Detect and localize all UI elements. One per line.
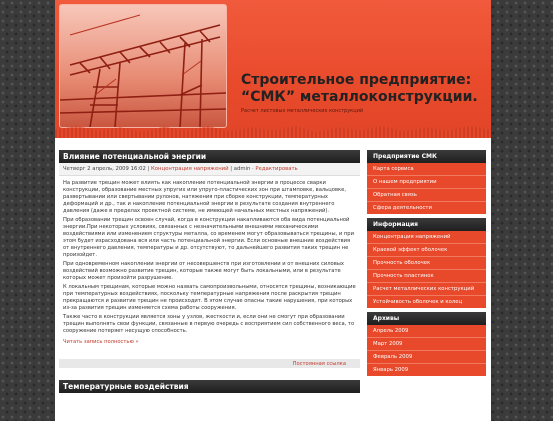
widget-title: Предприятие СМК — [367, 150, 486, 163]
post-paragraph: Также часто в конструкции является зоны у узлов, жесткости и, если они не смогут при образовании трещин выполнять свои функции, связанные в первую очередь с восприятием сил собственного веса, то сооружение потеряет несущую способность. — [63, 314, 355, 334]
crane-structure-image — [60, 5, 226, 127]
archive-link[interactable]: Март 2009 — [367, 337, 486, 350]
sidebar-link-contact[interactable]: Обратная связь — [367, 188, 486, 201]
widget-information — [367, 218, 486, 308]
widget-list — [367, 163, 486, 214]
post-paragraph: При одновременном накоплении энергии от несовершенств при изготовлении и от внешних силовых воздействий возможно развитие трещин, которые также могут быть локальными, или в результате которых может произойти разрушение. — [63, 261, 344, 281]
site-description: Расчет листовых металлических конструкций — [241, 108, 364, 114]
sidebar — [367, 150, 486, 380]
meta-separator: · — [252, 166, 254, 172]
widget-archives — [367, 312, 486, 376]
archive-link[interactable]: Февраль 2009 — [367, 350, 486, 363]
sidebar-link-edge-effect[interactable]: Краевой эффект оболочек — [367, 243, 486, 256]
read-more-link[interactable]: Читать запись полностью » — [63, 339, 139, 345]
archive-link[interactable]: Апрель 2009 — [367, 325, 486, 337]
widget-title: Архивы — [367, 312, 486, 325]
sidebar-link-shell-strength[interactable]: Прочность оболочек — [367, 256, 486, 269]
permalink-link[interactable]: Постоянная ссылка — [292, 361, 346, 367]
header-decorative-strip — [55, 126, 491, 138]
sidebar-link-plate-strength[interactable]: Прочность пластинок — [367, 269, 486, 282]
sidebar-link-stability[interactable]: Устойчивость оболочек и колец — [367, 295, 486, 308]
widget-list — [367, 325, 486, 376]
site-title-line2: “СМК” металлоконструкции. — [241, 89, 478, 105]
sidebar-link-stress-concentration[interactable]: Концентрация напряжений — [367, 231, 486, 243]
post-date: Четверг 2 апрель, 2009 16:02 — [63, 166, 146, 172]
site-title-line1: Строительное предприятие: — [241, 72, 472, 88]
sidebar-link-activity[interactable]: Сфера деятельности — [367, 201, 486, 214]
meta-separator: | — [147, 166, 150, 172]
post-meta — [59, 163, 360, 176]
sidebar-link-about[interactable]: О нашем предприятии — [367, 175, 486, 188]
site-title[interactable] — [241, 72, 486, 106]
widget-list — [367, 231, 486, 308]
meta-separator: | — [230, 166, 233, 172]
main-content — [59, 150, 360, 393]
post-paragraph: К локальным трещинам, которые можно назвать самопроизвольными, относятся трещины, возникающие при температурных воздействиях, поскольку температурные напряжения после раскрытия трещин прекращаются и развитие трещин не происходит. В этом случае опасны такие нарушения, при которых из-за развития трещин изменяется схема работы сооружения. — [63, 284, 356, 311]
page — [55, 0, 491, 421]
post-author: admin — [233, 166, 251, 172]
post-paragraph: При образовании трещин освоен случай, когда в конструкции накапливаются оба вида потенциальной энергии.При некоторых условиях, связанных с незначительными внешними механическими воздействиями или изменением структуры металла, со временем могут образовываться трещины, и при этом будет израсходована вся или часть потенциальной энергии. Если основные внешние воздействия от внутреннего давления, температуры и др. отсутствуют, то дальнейшего развития таких трещин не произойдет. — [63, 217, 354, 258]
post-body — [59, 176, 360, 346]
site-header — [55, 0, 491, 138]
sidebar-link-site-map[interactable]: Карта сервиса — [367, 163, 486, 175]
sidebar-link-metal-calc[interactable]: Расчет металлических конструкций — [367, 282, 486, 295]
widget-company — [367, 150, 486, 214]
header-photo — [59, 4, 227, 128]
post-category-link[interactable]: Концентрация напряжений — [151, 166, 229, 172]
edit-link[interactable]: Редактировать — [255, 166, 298, 172]
archive-link[interactable]: Январь 2009 — [367, 363, 486, 376]
post-title[interactable]: Температурные воздействия — [59, 380, 360, 393]
post — [59, 150, 360, 368]
post — [59, 380, 360, 393]
post-paragraph: На развитие трещин может влиять как накопление потенциальной энергии в процессе сварки конструкции, образование местных упругих или упруго-пластических зон при штамповке, вальцовке, развертывании или свертывании рулонов, натяжения при сборке конструкции, температурных деформаций и др., так и накопление потенциальной энергии в результате создания внутреннего давления (даже в пределах проектной системе, не имеющей начальных местных напряжений). — [63, 180, 346, 214]
post-title[interactable]: Влияние потенциальной энергии — [59, 150, 360, 163]
widget-title: Информация — [367, 218, 486, 231]
permalink-bar — [59, 359, 360, 368]
